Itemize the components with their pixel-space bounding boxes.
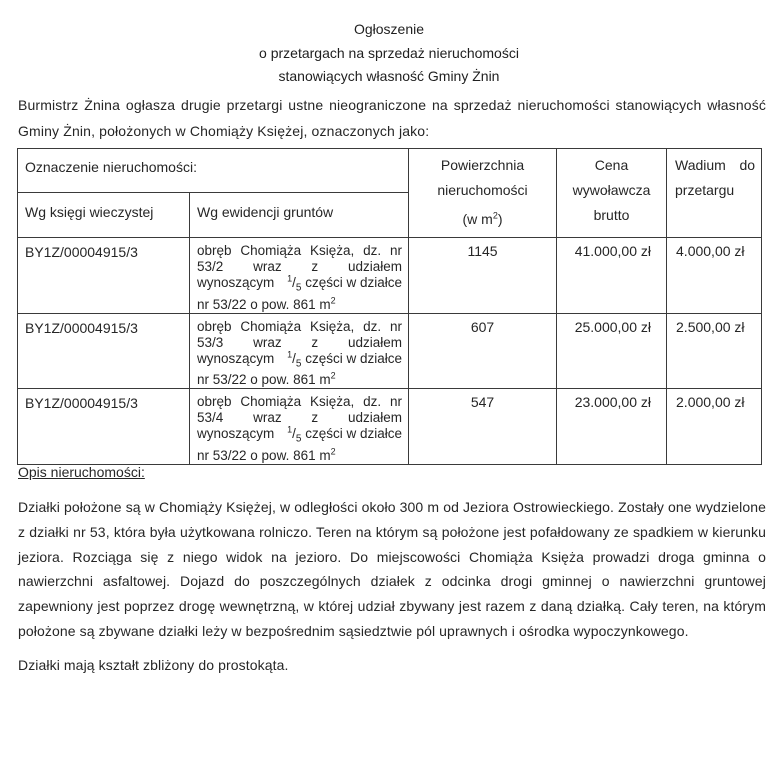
property-table	[17, 148, 762, 465]
designation-header: Oznaczenie nieruchomości:	[18, 149, 409, 193]
land-register-number: BY1Z/00004915/3	[18, 389, 190, 465]
area-header	[409, 149, 557, 238]
announcement-subtitle-1: o przetargach na sprzedaż nieruchomości	[259, 45, 519, 61]
intro-line-1: Burmistrz Żnina ogłasza drugie przetargi ustne nieograniczone na sprzedaż nieruchomości stanowiących własność	[18, 97, 766, 113]
announcement-title: Ogłoszenie	[353, 21, 425, 37]
starting-price: 25.000,00 zł	[557, 313, 667, 389]
deposit-header-word-1: Wadium	[675, 157, 726, 173]
plot-description: obręb Chomiąża Księża, dz. nr 53/3 wraz z udziałem wynoszącym $^1/_5$ części w działce nr 53/22 o pow. 861 $m^2$	[190, 313, 409, 389]
land-register-number: BY1Z/00004915/3	[18, 238, 190, 314]
description-heading: Opis nieruchomości:	[18, 464, 145, 480]
table-header-row-1	[18, 149, 762, 193]
land-register-header: Wg księgi wieczystej	[18, 193, 190, 238]
description-paragraph: Działki położone są w Chomiąży Księżej, w odległości około 300 m od Jeziora Ostrowieckiego. Zostały one wydzielone z działki nr 53, która była użytkowana rolniczo. Teren na którym są położone jest pofałdowany ze spadkiem w kierunku jeziora. Rozciąga się z niego widok na jezioro. Do miejscowości Chomiąża Księża prowadzi droga gminna o nawierzchni asfaltowej. Dojazd do poszczególnych działek z odcinka drogi gminnej o nawierzchni gruntowej zapewniony jest poprzez drogę wewnętrzną, w której udział zbywany jest razem z daną działką. Cały teren, na którym położone są zbywane działki leży w bezpośrednim sąsiedztwie pól uprawnych i ośrodka wypoczynkowego.	[18, 499, 766, 639]
deposit-amount: 2.000,00 zł	[667, 389, 762, 465]
area-header-line-2: nieruchomości	[437, 182, 528, 198]
table-row	[18, 389, 762, 465]
plot-area: 607	[409, 313, 557, 389]
price-header-line-2: wywoławcza	[572, 182, 651, 198]
price-header-line-1: Cena	[594, 157, 629, 173]
table-row	[18, 313, 762, 389]
starting-price: 41.000,00 zł	[557, 238, 667, 314]
deposit-header-line-2: przetargu	[675, 182, 735, 198]
plot-description: obręb Chomiąża Księża, dz. nr 53/4 wraz z udziałem wynoszącym $^1/_5$ części w działce nr 53/22 o pow. 861 $m^2$	[190, 389, 409, 465]
price-header	[557, 149, 667, 238]
area-header-unit: (w $m^2$)	[462, 210, 503, 227]
announcement-subtitle-2: stanowiących własność Gminy Żnin	[278, 68, 500, 84]
deposit-amount: 4.000,00 zł	[667, 238, 762, 314]
price-header-line-3: brutto	[593, 207, 630, 223]
area-header-line-1: Powierzchnia	[440, 157, 525, 173]
starting-price: 23.000,00 zł	[557, 389, 667, 465]
land-records-header: Wg ewidencji gruntów	[190, 193, 409, 238]
plot-area: 547	[409, 389, 557, 465]
land-register-number: BY1Z/00004915/3	[18, 313, 190, 389]
plot-area: 1145	[409, 238, 557, 314]
deposit-header	[667, 149, 762, 238]
table-row	[18, 238, 762, 314]
shape-paragraph: Działki mają kształt zbliżony do prostokąta.	[18, 657, 289, 673]
deposit-amount: 2.500,00 zł	[667, 313, 762, 389]
deposit-header-word-2: do	[739, 157, 756, 173]
intro-line-2: Gminy Żnin, położonych w Chomiąży Księżej, oznaczonych jako:	[18, 123, 430, 139]
plot-description: obręb Chomiąża Księża, dz. nr 53/2 wraz z udziałem wynoszącym $^1/_5$ części w działce nr 53/22 o pow. 861 $m^2$	[190, 238, 409, 314]
